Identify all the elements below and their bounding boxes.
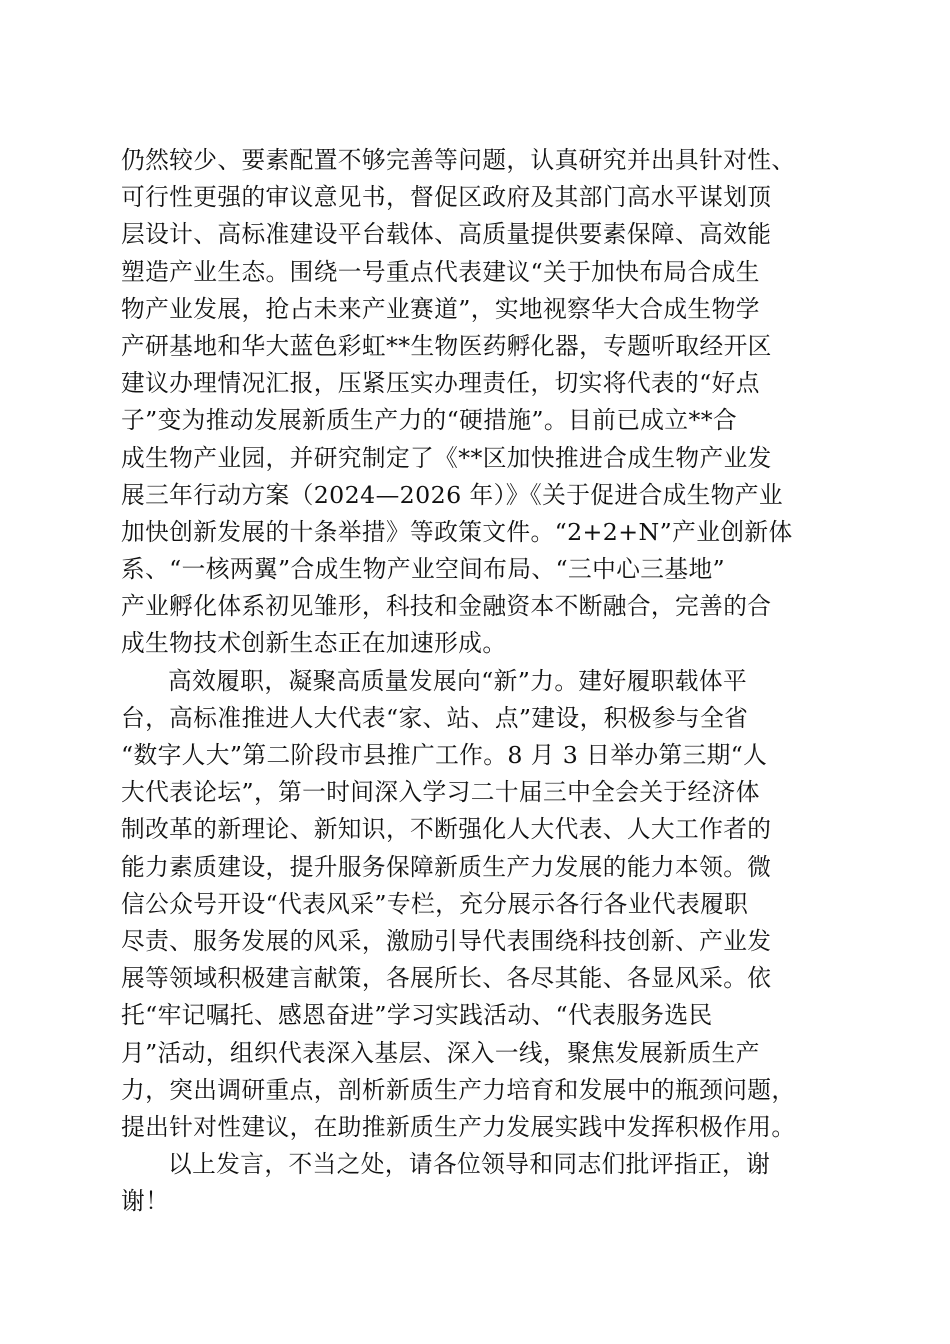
text-line: 塑造产业生态。围绕一号重点代表建议“关于加快布局合成生	[121, 257, 760, 286]
text-line: 力，突出调研重点，剖析新质生产力培育和发展中的瓶颈问题，	[121, 1075, 796, 1104]
text-line: 信公众号开设“代表风采”专栏，充分展示各行各业代表履职	[121, 889, 749, 918]
paragraph-synthetic-biology	[121, 142, 833, 663]
text-line: 成生物产业园，并研究制定了《**区加快推进合成生物产业发	[121, 443, 772, 472]
text-line: 提出针对性建议，在助推新质生产力发展实践中发挥积极作用。	[121, 1112, 796, 1141]
text-line: 制改革的新理论、新知识，不断强化人大代表、人大工作者的	[121, 815, 772, 844]
body-text	[121, 142, 833, 1220]
text-line: 大代表论坛”，第一时间深入学习二十届三中全会关于经济体	[121, 778, 760, 807]
text-line: 成生物技术创新生态正在加速形成。	[121, 629, 507, 658]
text-line: 展三年行动方案（2024—2026 年）》《关于促进合成生物产业	[121, 480, 784, 509]
text-line: 谢！	[121, 1187, 170, 1216]
text-line: 展等领域积极建言献策，各展所长、各尽其能、各显风采。依	[121, 964, 772, 993]
text-line: “数字人大”第二阶段市县推广工作。8 月 3 日举办第三期“人	[121, 741, 768, 769]
text-line: 层设计、高标准建设平台载体、高质量提供要素保障、高效能	[121, 220, 772, 249]
text-line: 产业孵化体系初见雏形，科技和金融资本不断融合，完善的合	[121, 592, 772, 621]
text-line: 加快创新发展的十条举措》等政策文件。“2+2+N”产业创新体	[121, 517, 793, 546]
text-line: 尽责、服务发展的风采，激励引导代表围绕科技创新、产业发	[121, 926, 772, 955]
text-line: 以上发言，不当之处，请各位领导和同志们批评指正，谢	[168, 1150, 771, 1179]
text-line: 系、“一核两翼”合成生物产业空间布局、“三中心三基地”	[121, 555, 726, 584]
paragraph-efficient-duty	[121, 663, 833, 1146]
text-line: 能力素质建设，提升服务保障新质生产力发展的能力本领。微	[121, 852, 772, 881]
paragraph-closing	[121, 1146, 833, 1220]
text-line: 建议办理情况汇报，压紧压实办理责任，切实将代表的“好点	[121, 369, 760, 398]
text-line: 可行性更强的审议意见书，督促区政府及其部门高水平谋划顶	[121, 183, 772, 212]
text-line: 物产业发展，抢占未来产业赛道”，实地视察华大合成生物学	[121, 294, 760, 323]
text-line: 子”变为推动发展新质生产力的“硬措施”。目前已成立**合	[121, 406, 738, 435]
text-line: 仍然较少、要素配置不够完善等问题，认真研究并出具针对性、	[121, 146, 796, 174]
text-line: 月”活动，组织代表深入基层、深入一线，聚焦发展新质生产	[121, 1038, 760, 1067]
text-line: 托“牢记嘱托、感恩奋进”学习实践活动、“代表服务选民	[121, 1001, 713, 1030]
text-line: 台，高标准推进人大代表“家、站、点”建设，积极参与全省	[121, 703, 749, 732]
text-line: 高效履职，凝聚高质量发展向“新”力。建好履职载体平	[168, 666, 748, 695]
text-line: 产研基地和华大蓝色彩虹**生物医药孵化器，专题听取经开区	[121, 331, 772, 360]
